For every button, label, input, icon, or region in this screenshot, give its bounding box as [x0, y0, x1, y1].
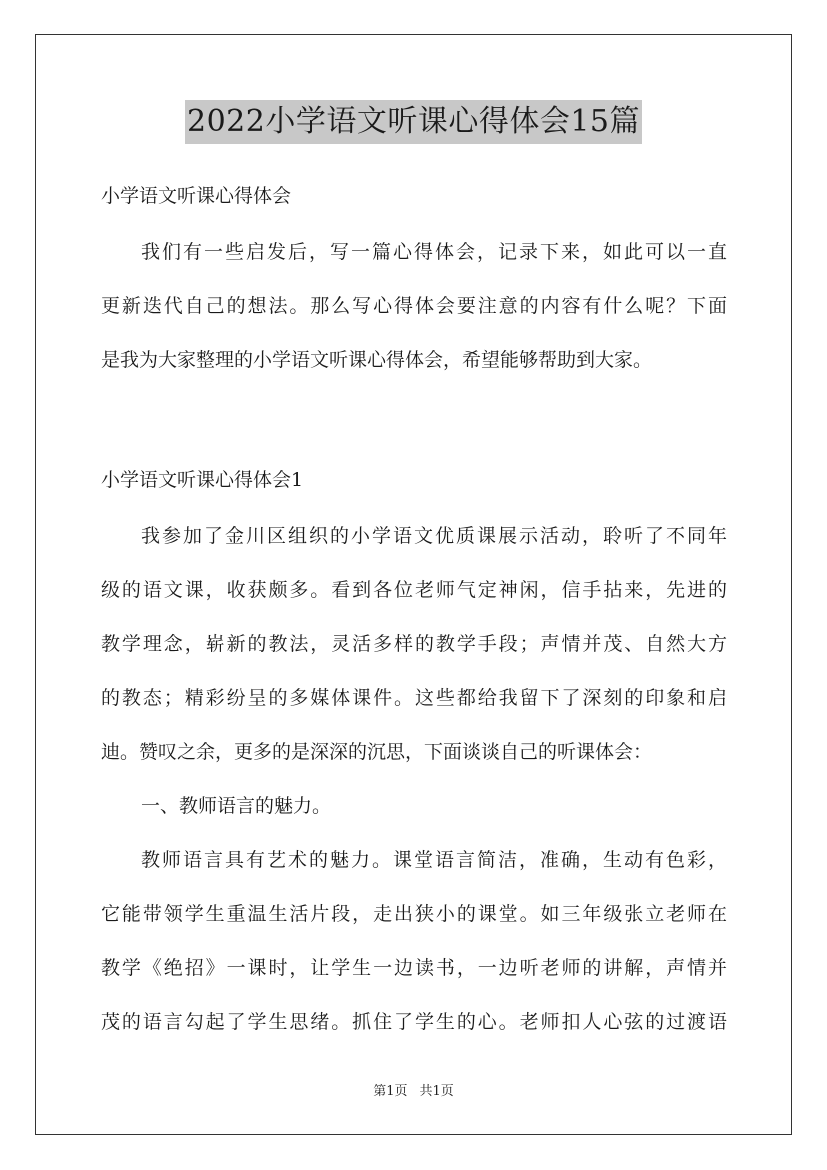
paragraph-line: 我们有一些启发后，写一篇心得体会，记录下来，如此可以一直	[141, 241, 727, 263]
paragraph-line: 教学理念，崭新的教法，灵活多样的教学手段；声情并茂、自然大方	[101, 633, 727, 655]
page-total: 共1页	[419, 1084, 454, 1099]
paragraph-line: 它能带领学生重温生活片段，走出狭小的课堂。如三年级张立老师在	[101, 903, 727, 925]
paragraph-line: 教师语言具有艺术的魅力。课堂语言简洁，准确，生动有色彩，	[141, 849, 727, 871]
page-number: 第1页	[373, 1084, 408, 1099]
paragraph-line: 迪。赞叹之余，更多的是深深的沉思，下面谈谈自己的听课体会：	[101, 741, 653, 763]
paragraph-line: 更新迭代自己的想法。那么写心得体会要注意的内容有什么呢？下面	[101, 295, 727, 317]
document-title: 2022小学语文听课心得体会15篇	[185, 100, 642, 144]
part-heading: 小学语文听课心得体会1	[101, 469, 304, 491]
document-body	[101, 176, 727, 1042]
section-heading: 小学语文听课心得体会	[101, 185, 292, 207]
paragraph-line: 茂的语言勾起了学生思绪。抓住了学生的心。老师扣人心弦的过渡语	[101, 1011, 727, 1033]
paragraph-line: 我参加了金川区组织的小学语文优质课展示活动，聆听了不同年	[141, 525, 727, 547]
page-footer	[0, 1083, 827, 1101]
paragraph-line: 是我为大家整理的小学语文听课心得体会，希望能够帮助到大家。	[101, 349, 653, 371]
paragraph-line: 级的语文课，收获颇多。看到各位老师气定神闲，信手拈来，先进的	[101, 579, 727, 601]
paragraph-line: 教学《绝招》一课时，让学生一边读书，一边听老师的讲解，声情并	[101, 957, 727, 979]
point-heading: 一、教师语言的魅力。	[141, 795, 332, 817]
title-container	[0, 100, 827, 144]
paragraph-line: 的教态；精彩纷呈的多媒体课件。这些都给我留下了深刻的印象和启	[101, 687, 727, 709]
